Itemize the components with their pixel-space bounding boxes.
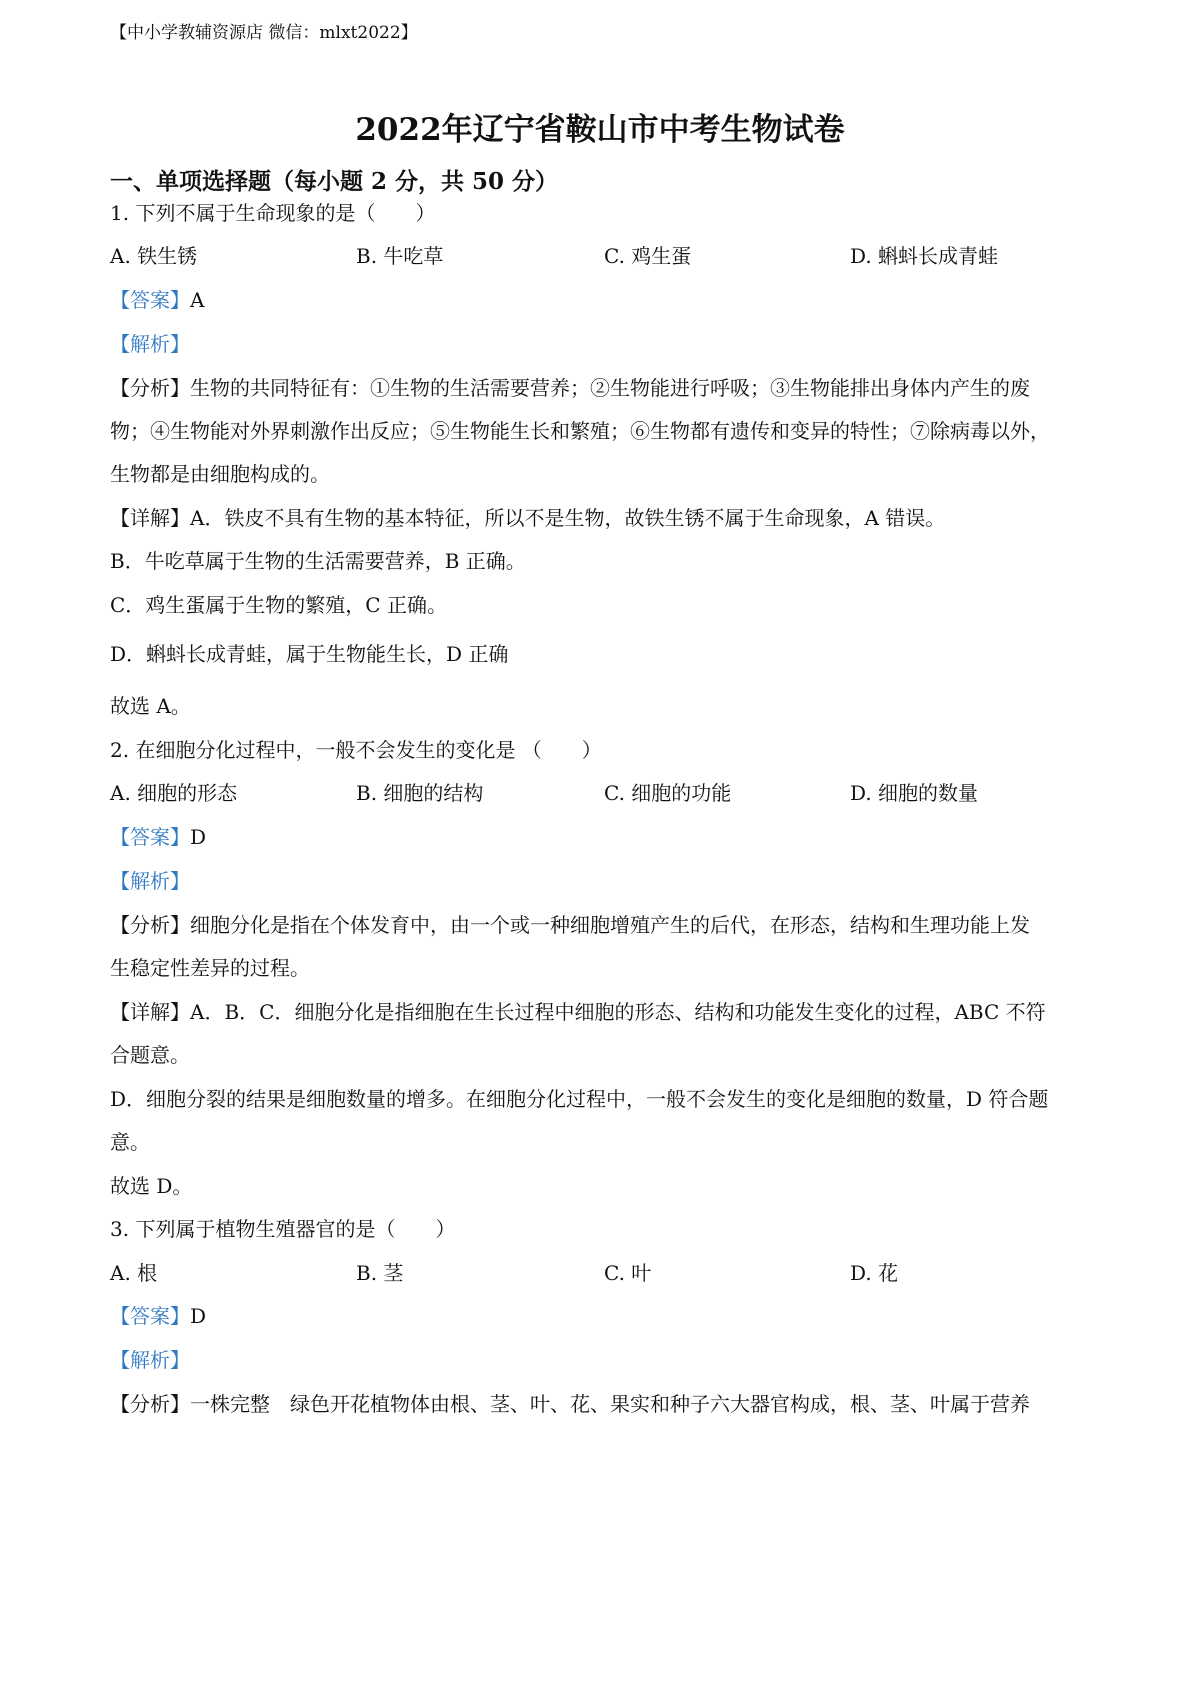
q1-analysis-line-2: 物；④生物能对外界刺激作出反应；⑤生物能生长和繁殖；⑥生物都有遗传和变异的特性；⑦除病毒以外，	[110, 419, 1050, 443]
q1-option-b: B. 牛吃草	[356, 244, 444, 268]
q2-detail-line-4: 意。	[110, 1130, 150, 1154]
answer-label: 【答案】	[110, 1304, 190, 1328]
q1-detail-line-4: D．蝌蚪长成青蛙，属于生物能生长，D 正确	[110, 642, 509, 666]
q2-option-c: C. 细胞的功能	[604, 781, 732, 805]
q1-conclusion: 故选 A。	[110, 694, 191, 718]
q3-options	[110, 1257, 1110, 1285]
section-heading: 一、单项选择题（每小题 2 分，共 50 分）	[110, 168, 559, 195]
q1-detail-line-2: B．牛吃草属于生物的生活需要营养，B 正确。	[110, 549, 526, 573]
answer-label: 【答案】	[110, 288, 190, 312]
q3-option-a: A. 根	[110, 1261, 158, 1285]
q3-stem: 3. 下列属于植物生殖器官的是（ ）	[110, 1217, 456, 1241]
q1-stem: 1. 下列不属于生命现象的是（ ）	[110, 201, 436, 225]
q3-analysis-line-1: 【分析】一株完整 绿色开花植物体由根、茎、叶、花、果实和种子六大器官构成，根、茎、叶属于营养	[110, 1392, 1030, 1416]
q1-jiexi-label: 【解析】	[110, 332, 190, 356]
q2-answer-value: D	[190, 825, 207, 849]
q1-options	[110, 240, 1110, 268]
q3-jiexi-label: 【解析】	[110, 1348, 190, 1372]
q1-analysis-line-1: 【分析】生物的共同特征有：①生物的生活需要营养；②生物能进行呼吸；③生物能排出身体内产生的废	[110, 376, 1030, 400]
q1-answer	[110, 284, 204, 313]
q2-options	[110, 777, 1110, 805]
q1-option-d: D. 蝌蚪长成青蛙	[850, 244, 999, 268]
q2-analysis-line-1: 【分析】细胞分化是指在个体发育中，由一个或一种细胞增殖产生的后代，在形态，结构和生理功能上发	[110, 913, 1030, 937]
q2-detail-line-3: D．细胞分裂的结果是细胞数量的增多。在细胞分化过程中，一般不会发生的变化是细胞的数量，D 符合题	[110, 1087, 1049, 1111]
q2-detail-line-2: 合题意。	[110, 1043, 190, 1067]
q3-answer	[110, 1300, 206, 1329]
watermark-header: 【中小学教辅资源店 微信：mlxt2022】	[110, 23, 418, 43]
q2-jiexi-label: 【解析】	[110, 869, 190, 893]
q2-analysis-line-2: 生稳定性差异的过程。	[110, 956, 310, 980]
q1-detail-line-1: 【详解】A．铁皮不具有生物的基本特征，所以不是生物，故铁生锈不属于生命现象，A 错误。	[110, 506, 946, 530]
q1-analysis-line-3: 生物都是由细胞构成的。	[110, 462, 330, 486]
page-title: 2022年辽宁省鞍山市中考生物试卷	[355, 112, 845, 148]
answer-label: 【答案】	[110, 825, 190, 849]
q3-option-c: C. 叶	[604, 1261, 652, 1285]
q2-detail-line-1: 【详解】A．B．C．细胞分化是指细胞在生长过程中细胞的形态、结构和功能发生变化的过程，ABC 不符	[110, 1000, 1046, 1024]
q1-detail-line-3: C．鸡生蛋属于生物的繁殖，C 正确。	[110, 593, 447, 617]
q3-option-b: B. 茎	[356, 1261, 404, 1285]
q1-answer-value: A	[190, 288, 205, 312]
q2-option-b: B. 细胞的结构	[356, 781, 484, 805]
q2-stem: 2. 在细胞分化过程中，一般不会发生的变化是 （ ）	[110, 738, 602, 762]
q2-answer	[110, 821, 206, 850]
q1-option-a: A. 铁生锈	[110, 244, 198, 268]
q3-answer-value: D	[190, 1304, 207, 1328]
q2-option-d: D. 细胞的数量	[850, 781, 979, 805]
q2-conclusion: 故选 D。	[110, 1174, 193, 1198]
q3-option-d: D. 花	[850, 1261, 899, 1285]
q2-option-a: A. 细胞的形态	[110, 781, 238, 805]
q1-option-c: C. 鸡生蛋	[604, 244, 692, 268]
